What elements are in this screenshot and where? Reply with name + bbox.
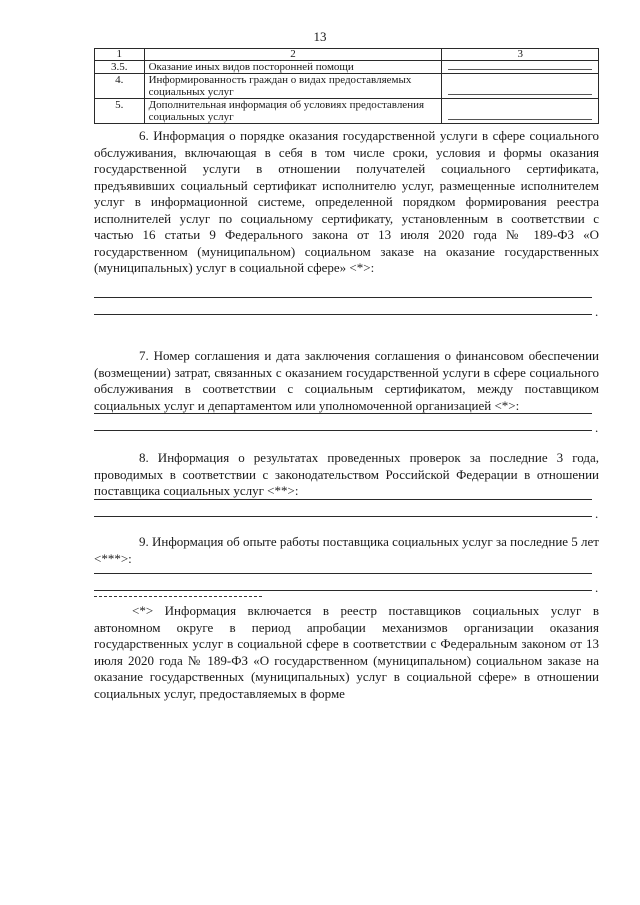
table-row <box>95 99 599 124</box>
fill-line <box>94 573 592 574</box>
footnote-separator <box>94 596 262 597</box>
fill-line <box>94 314 592 315</box>
table-header-row <box>95 49 599 61</box>
fill-line <box>94 590 592 591</box>
line-end: . <box>595 420 599 435</box>
row-number: 4. <box>95 74 145 99</box>
table-header-cell: 2 <box>144 49 442 61</box>
row-text: Информированность граждан о видах предоставляемых социальных услуг <box>144 74 442 99</box>
row-value-cell <box>442 61 599 74</box>
fill-line <box>94 499 592 500</box>
section-9-text: 9. Информация об опыте работы поставщика социальных услуг за последние 5 лет <***>: <box>94 534 599 566</box>
row-text: Оказание иных видов посторонней помощи <box>144 61 442 74</box>
fill-line <box>448 94 592 95</box>
fill-line <box>94 430 592 431</box>
section-7-text: 7. Номер соглашения и дата заключения соглашения о финансовом обеспечении (возмещении) затрат, связанных с оказанием государственной услуги в сфере социального обслуживания в соответствии с социальным сертификатом, между поставщиком социальных услуг и департаментом или уполномоченной организацией <*>: <box>94 348 599 413</box>
line-end: . <box>595 580 599 595</box>
row-value-cell <box>442 99 599 124</box>
fill-line <box>94 413 592 414</box>
section-8-text: 8. Информация о результатах проведенных проверок за последние 3 года, проводимых в соответствии с законодательством Российской Федерации в отношении поставщика социальных услуг <**>: <box>94 450 599 498</box>
table-row <box>95 61 599 74</box>
row-text: Дополнительная информация об условиях предоставления социальных услуг <box>144 99 442 124</box>
page-number: 13 <box>313 29 327 44</box>
row-value-cell <box>442 74 599 99</box>
row-number: 5. <box>95 99 145 124</box>
fill-line <box>94 297 592 298</box>
table-header-cell: 3 <box>442 49 599 61</box>
line-end: . <box>595 304 599 319</box>
fill-line <box>448 69 592 70</box>
fill-line <box>448 119 592 120</box>
register-table <box>94 48 599 124</box>
row-number: 3.5. <box>95 61 145 74</box>
line-end: . <box>595 506 599 521</box>
table-header-cell: 1 <box>95 49 145 61</box>
footnote-text: <*> Информация включается в реестр поставщиков социальных услуг в автономном округе в период апробации механизмов организации оказания государственных услуг в социальной сфере в соответствии с Федеральным законом от 13 июля 2020 года № 189-ФЗ «О государственном (муниципальном) социальном заказе на оказание государственных (муниципальных) услуг в социальной сфере» в отношении социальных услуг, предоставляемых в форме <box>94 603 599 701</box>
section-6-text: 6. Информация о порядке оказания государственной услуги в сфере социального обслуживания, включающая в себя в том числе сроки, условия и формы оказания государственной услуги в отношении получателей социального сертификата, предъявивших социальный сертификат исполнителю услуг, размещенные исполнителем услуг в информационной системе, определенной порядком формирования реестра исполнителей услуг по социальному сертификату, установленным в соответствии с частью 16 статьи 9 Федерального закона от 13 июля 2020 года № 189-ФЗ «О государственном (муниципальном) социальном заказе на оказание государственных (муниципальных) услуг в социальной сфере» <*>: <box>94 128 599 275</box>
table-row <box>95 74 599 99</box>
fill-line <box>94 516 592 517</box>
